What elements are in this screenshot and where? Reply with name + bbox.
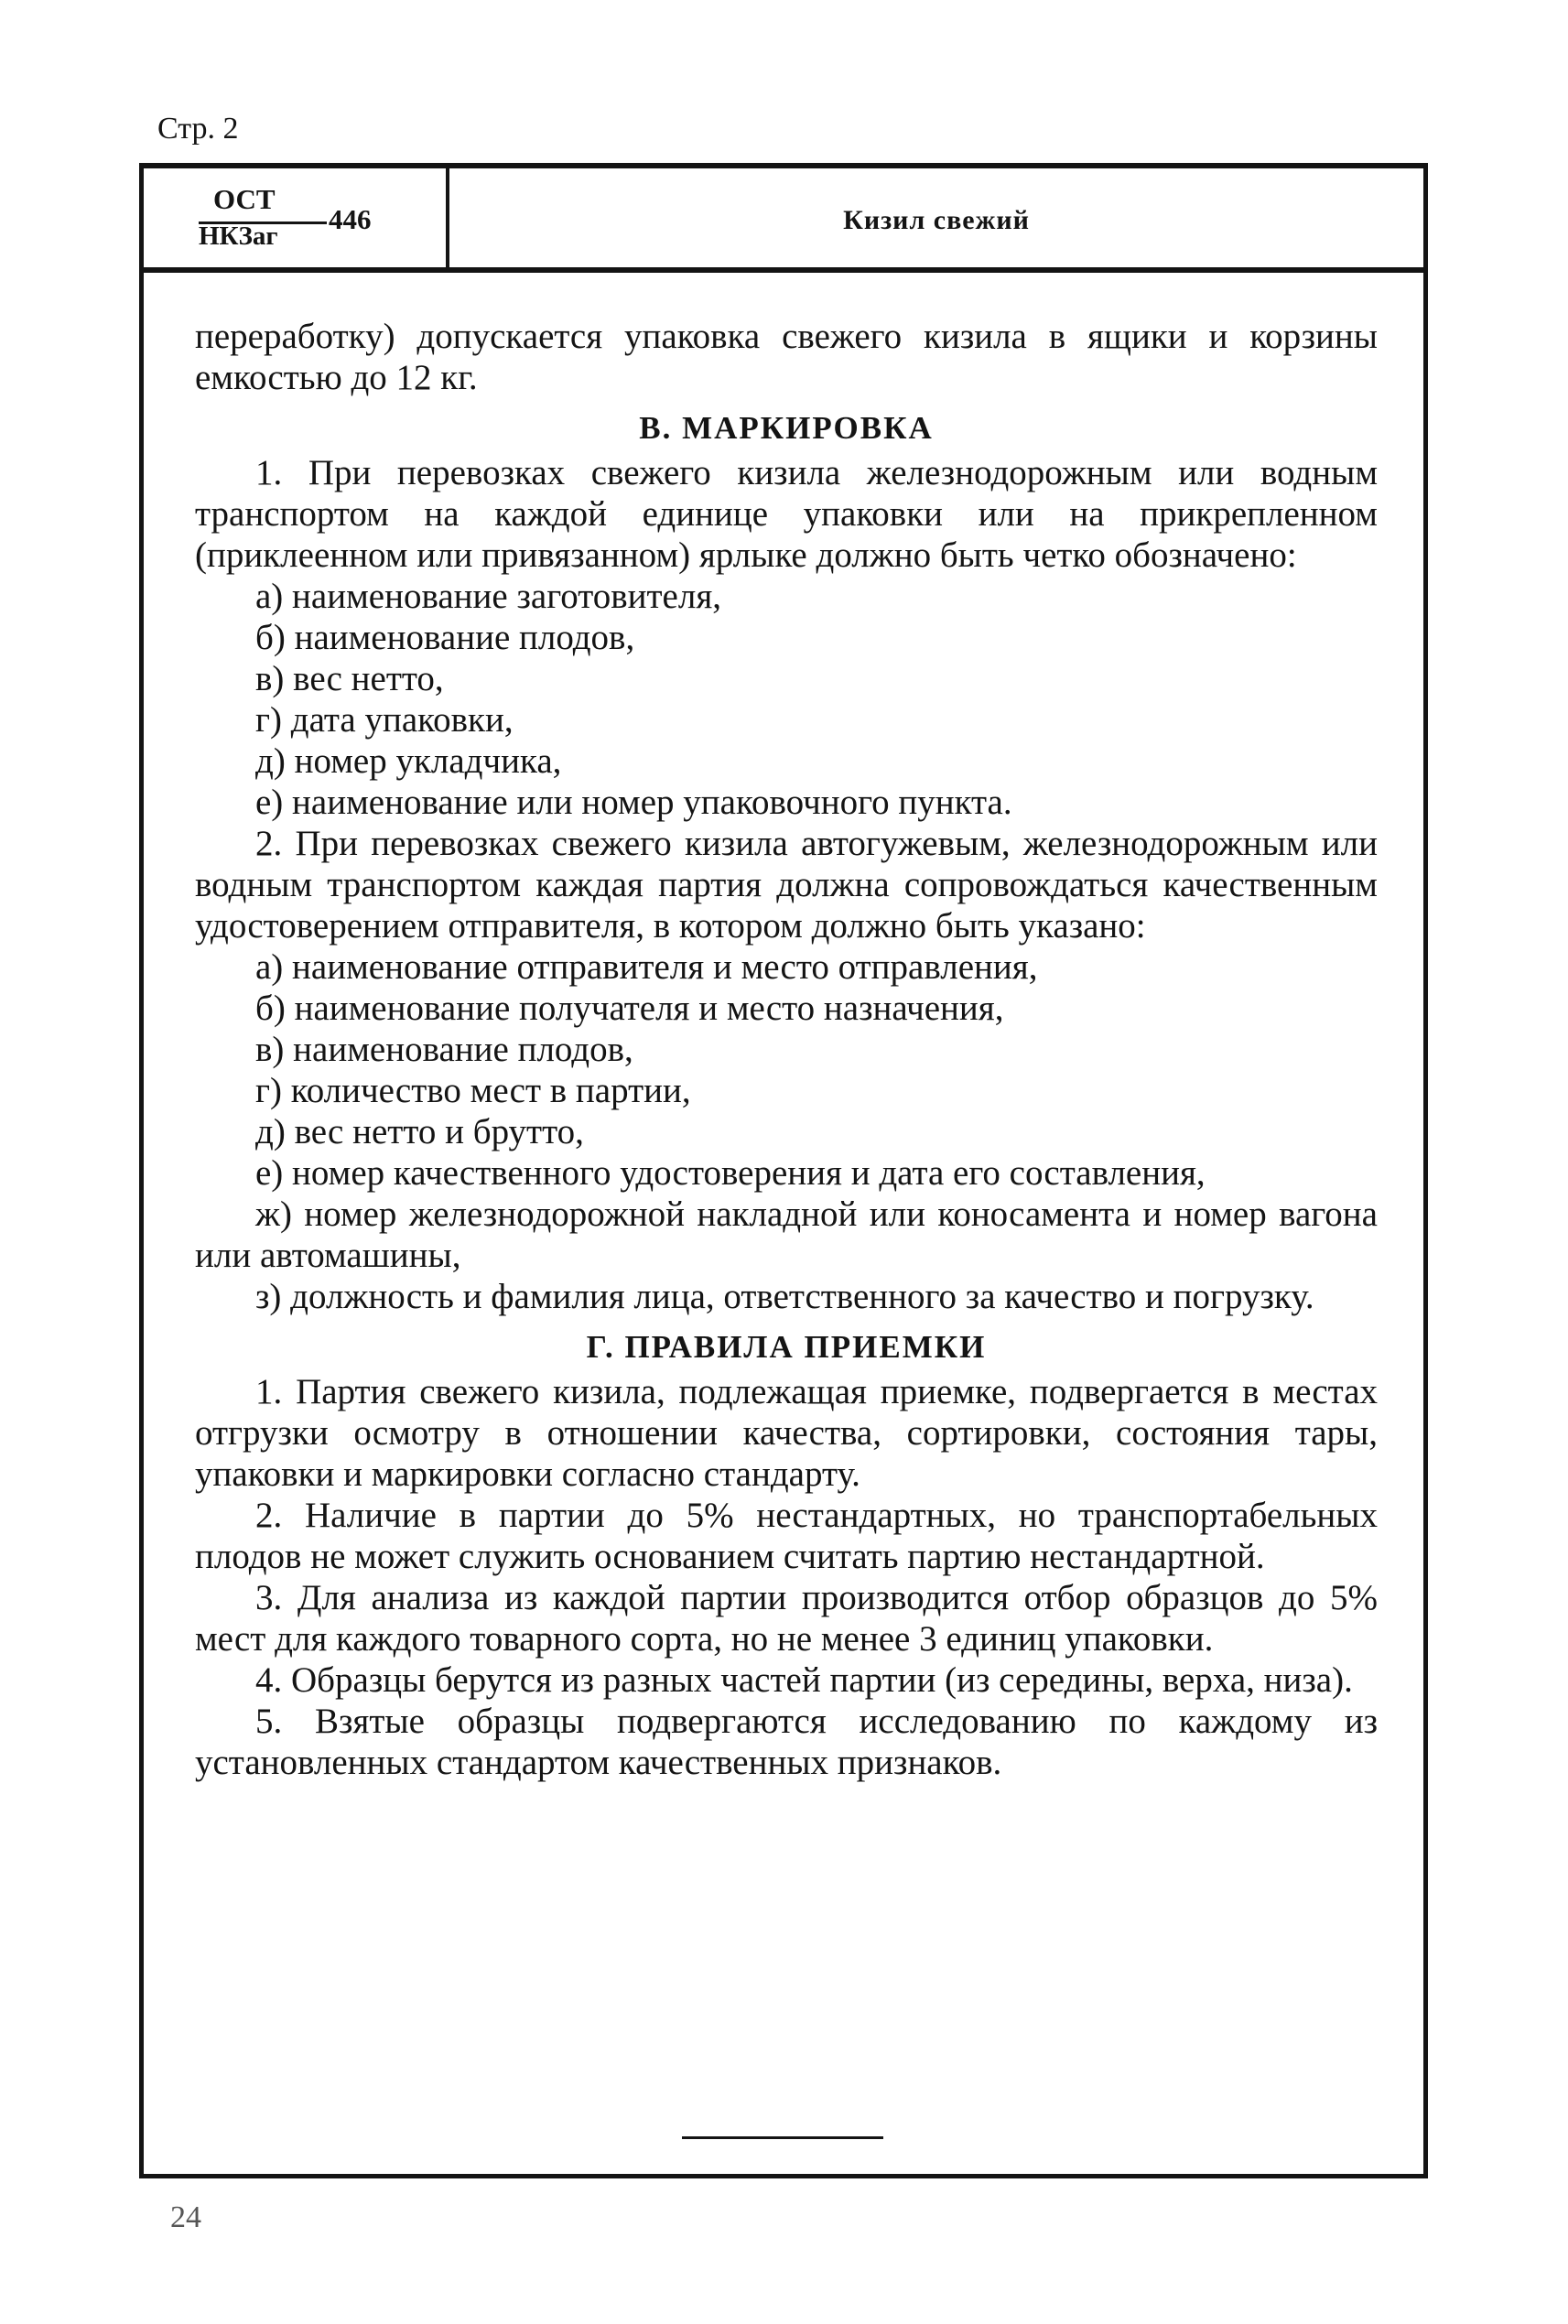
- marking-list2-item: в) наименование плодов,: [255, 1030, 633, 1069]
- acceptance-item: 5. Взятые образцы подвергаются исследованию по каждому из установленных стандартом качественных признаков.: [195, 1702, 1378, 1782]
- document-body: [195, 316, 1378, 1783]
- marking-list2-item: д) вес нетто и брутто,: [255, 1112, 584, 1151]
- document-header: [144, 168, 1423, 273]
- standard-code-bottom: НКЗаг: [199, 222, 278, 251]
- marking-list1-item: д) номер укладчика,: [255, 741, 562, 781]
- marking-paragraph-1: 1. При перевозках свежего кизила железнодорожным или водным транспортом на каждой единице упаковки или на прикрепленном (приклеенном или привязанном) ярлыке должно быть четко обозначено:: [195, 453, 1378, 575]
- intro-paragraph: переработку) допускается упаковка свежего кизила в ящики и корзины емкостью до 12 кг.: [195, 317, 1378, 397]
- section-heading-marking: В. МАРКИРОВКА: [639, 410, 934, 446]
- marking-list2-item: е) номер качественного удостоверения и дата его составления,: [255, 1153, 1206, 1193]
- marking-list2-item: а) наименование отправителя и место отправления,: [255, 947, 1038, 987]
- marking-list2-item: ж) номер железнодорожной накладной или коносамента и номер вагона или автомашины,: [195, 1194, 1378, 1275]
- section-heading-acceptance: Г. ПРАВИЛА ПРИЕМКИ: [586, 1329, 987, 1365]
- footer-page-number: 24: [170, 2200, 201, 2234]
- marking-list2-item: г) количество мест в партии,: [255, 1071, 691, 1110]
- acceptance-item: 1. Партия свежего кизила, подлежащая приемке, подвергается в местах отгрузки осмотру в отношении качества, сортировки, состояния тары, упаковки и маркировки согласно стандарту.: [195, 1372, 1378, 1494]
- end-rule: [682, 2136, 883, 2139]
- header-title: Кизил свежий: [843, 205, 1030, 235]
- standard-code: [171, 183, 372, 256]
- marking-list1-item: г) дата упаковки,: [255, 700, 514, 740]
- marking-list1-item: а) наименование заготовителя,: [255, 577, 722, 616]
- acceptance-item: 4. Образцы берутся из разных частей партии (из середины, верха, низа).: [255, 1660, 1353, 1700]
- marking-list1-item: е) наименование или номер упаковочного пункта.: [255, 783, 1012, 822]
- standard-code-top: ОСТ: [213, 183, 276, 215]
- marking-list1-item: б) наименование плодов,: [255, 618, 635, 657]
- marking-list1-item: в) вес нетто,: [255, 659, 444, 698]
- page-label: Стр. 2: [157, 112, 239, 146]
- marking-paragraph-2: 2. При перевозках свежего кизила автогужевым, железнодорожным или водным транспортом каждая партия должна сопровождаться качественным удостоверением отправителя, в котором должно быть указано:: [195, 824, 1378, 946]
- marking-list2-item: з) должность и фамилия лица, ответственного за качество и погрузку.: [255, 1277, 1314, 1316]
- standard-number: 446: [329, 203, 372, 235]
- acceptance-item: 2. Наличие в партии до 5% нестандартных, но транспортабельных плодов не может служить основанием считать партию нестандартной.: [195, 1496, 1378, 1576]
- acceptance-item: 3. Для анализа из каждой партии производится отбор образцов до 5% мест для каждого товарного сорта, но не менее 3 единиц упаковки.: [195, 1578, 1378, 1659]
- marking-list2-item: б) наименование получателя и место назначения,: [255, 989, 1004, 1028]
